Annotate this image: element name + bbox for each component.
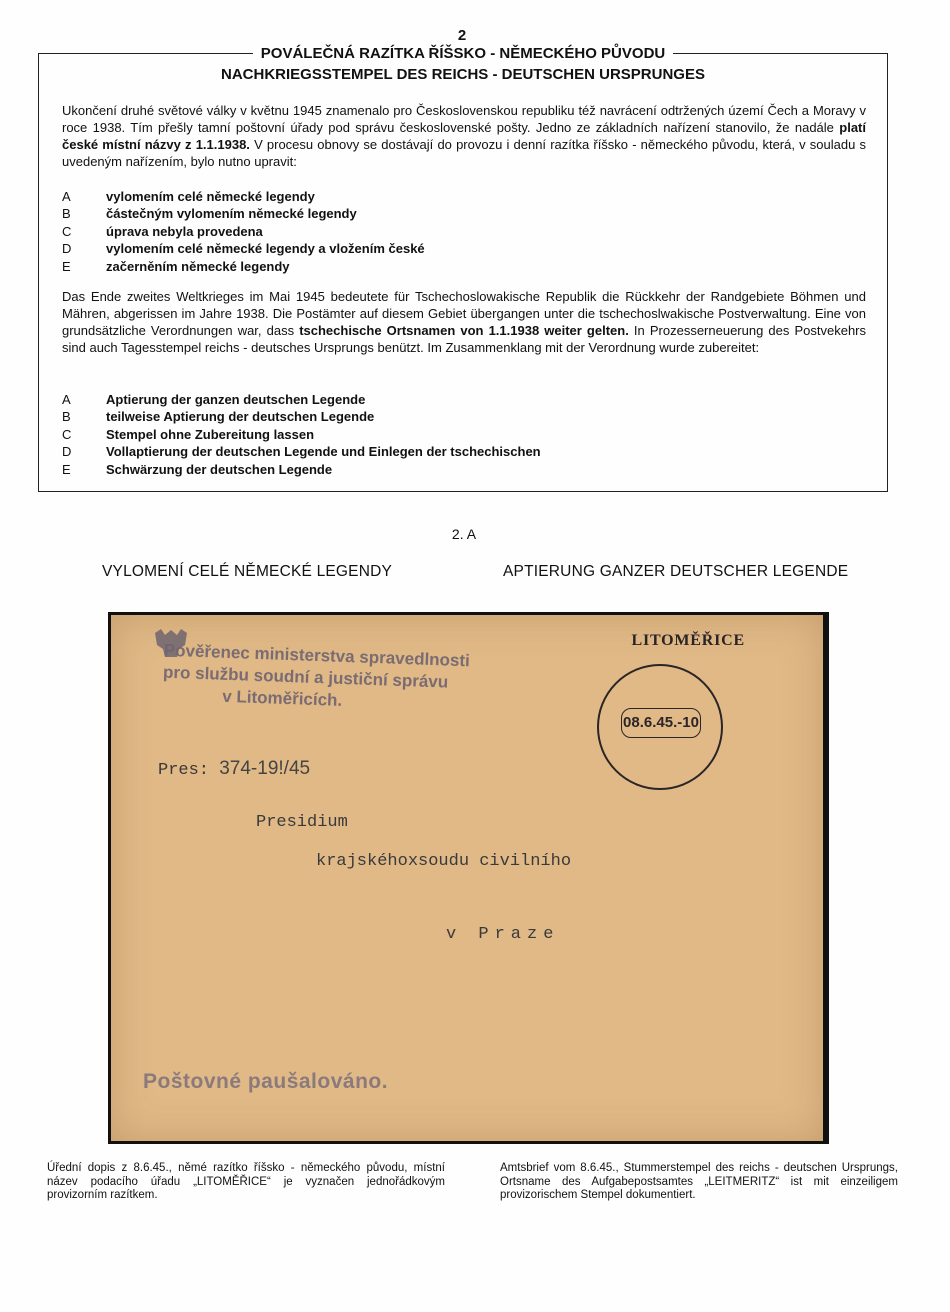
reference-number: Pres: 374-19!/45 (158, 758, 311, 780)
envelope-cover (108, 612, 826, 1144)
list-item: B teilweise Aptierung der deutschen Legende (62, 409, 375, 425)
postage-paid-stamp: Poštovné paušalováno. (143, 1070, 389, 1093)
page-number: 2 (457, 27, 467, 44)
list-german (62, 391, 541, 478)
title-czech: POVÁLEČNÁ RAZÍTKA ŘÍŠSKO - NĚMECKÉHO PŮVODU (39, 45, 887, 62)
address-line-2: krajskéhoxsoudu civilního (316, 852, 572, 871)
list-item: C úprava nebyla provedena (62, 223, 263, 239)
caption-german: Amtsbrief vom 8.6.45., Stummerstempel des reichs - deutschen Ursprungs, Ortsname des Aufgabepostsamtes „LEITMERITZ“ ist mit einzeiligem provizorischem Stempel dokumentiert. (500, 1162, 898, 1202)
list-item: B částečným vylomením německé legendy (62, 206, 357, 222)
list-item: D vylomením celé německé legendy a vložením české (62, 241, 425, 257)
place-name-stamp: LITOMĚŘICE (631, 632, 745, 649)
list-item: E Schwärzung der deutschen Legende (62, 461, 333, 477)
section-heading-german: APTIERUNG GANZER DEUTSCHER LEGENDE (503, 563, 849, 580)
list-item: A Aptierung der ganzen deutschen Legende (62, 392, 366, 407)
list-item: C Stempel ohne Zubereitung lassen (62, 426, 315, 442)
address-line-1: Presidium (256, 813, 348, 832)
office-stamp: Pověřenec ministerstva spravedlnosti pro službu soudní a justiční správu v Litoměřicích. (162, 640, 471, 710)
list-item: D Vollaptierung der deutschen Legende und Einlegen der tschechischen (62, 444, 541, 460)
list-item: A vylomením celé německé legendy (62, 189, 315, 204)
list-czech (62, 188, 425, 275)
intro-box (38, 45, 888, 492)
date-postmark-text: 08.6.45.-10 (621, 708, 701, 738)
caption-czech: Úřední dopis z 8.6.45., němé razítko říšsko - německého původu, místní název podacího úřadu „LITOMĚŘICE“ je vyznačen jednořádkovým provizorním razítkem. (47, 1162, 445, 1202)
date-postmark (597, 664, 723, 790)
section-number: 2. A (451, 526, 477, 542)
address-line-3: v Praze (446, 925, 560, 944)
title-german: NACHKRIEGSSTEMPEL DES REICHS - DEUTSCHEN URSPRUNGES (221, 66, 705, 83)
section-heading-czech: VYLOMENÍ CELÉ NĚMECKÉ LEGENDY (102, 563, 393, 580)
intro-paragraph-german: Das Ende zweites Weltkrieges im Mai 1945 bedeutete für Tschechoslowakische Republik die Rückkehr der Randgebiete Böhmen und Mähren, abgerissen im Jahre 1938. Die Postämter auf diesem Gebiet übergangen unter die tschechoslwakische Postverwaltung. Eine von grundsätzliche Verordnungen war, dass tschechische Ortsnamen von 1.1.1938 weiter gelten. In Prozesserneuerung des Postvekehrs sind auch Tagesstempel reichs - deutsches Ursprungs benützt. Im Zusammenklang mit der Verordnung wurde zubereitet: (62, 289, 867, 355)
intro-paragraph-czech: Ukončení druhé světové války v květnu 1945 znamenalo pro Československou republiku též navrácení odtržených území Čech a Moravy v roce 1938. Tím přešly tamní poštovní úřady pod správu československé pošty. Jedno ze základních nařízení stanovilo, že nadále platí české místní názvy z 1.1.1938. V procesu obnovy se dostávají do provozu i denní razítka říšsko - německého původu, která, v souladu s uvedeným nařízením, bylo nutno upravit: (62, 103, 866, 169)
list-item: E začerněním německé legendy (62, 258, 290, 274)
